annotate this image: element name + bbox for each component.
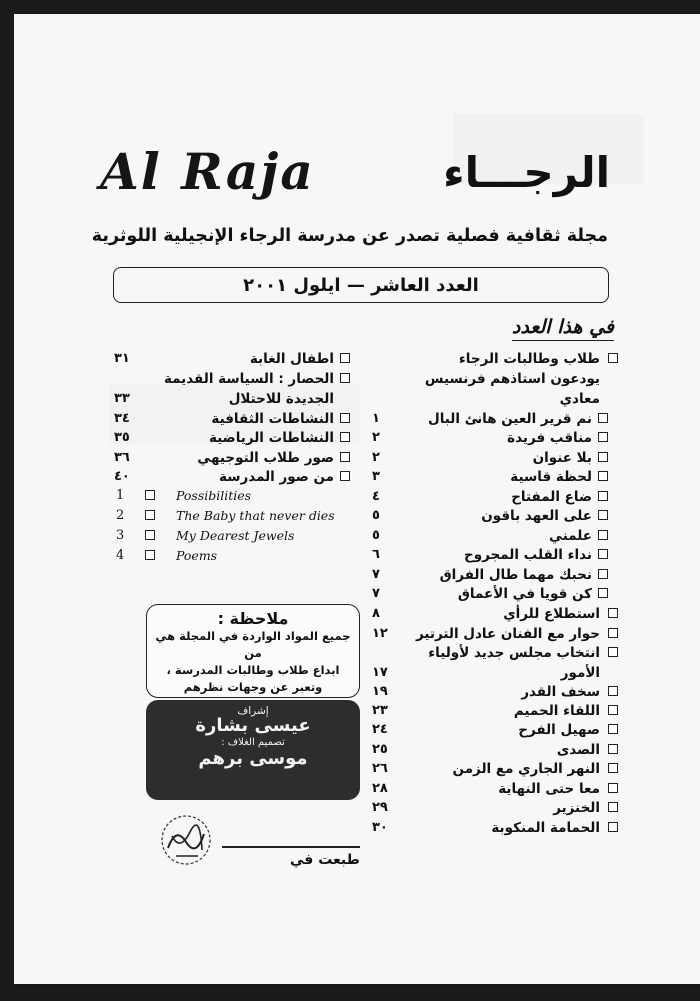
toc-entry-page: ٣٥: [114, 430, 130, 445]
toc-entry-title: بلا عنوان: [532, 450, 592, 466]
toc-entry-title: Possibilities: [176, 488, 252, 503]
toc-entry-title: استطلاع للرأي: [503, 606, 600, 622]
toc-entry: [0, 798, 700, 818]
checkbox-bullet-icon: [145, 530, 155, 540]
toc-entry: [0, 369, 700, 389]
printer-rule: [222, 846, 360, 848]
toc-entry-title: من صور المدرسة: [219, 469, 334, 485]
toc-entry-page: ٢٣: [372, 703, 388, 718]
toc-entry-page: ٦: [372, 547, 380, 562]
printer-seal-icon: [158, 812, 214, 868]
toc-entry-title: نداء القلب المجروح: [463, 547, 592, 563]
toc-entry-title: معادي: [559, 391, 600, 407]
toc-entry-page: ٥: [372, 528, 380, 543]
checkbox-bullet-icon: [608, 802, 618, 812]
toc-entry-title: يودعون استاذهم فرنسيس: [424, 371, 600, 387]
toc-entry-title: على العهد باقون: [481, 508, 592, 524]
toc-entry: [0, 409, 700, 429]
checkbox-bullet-icon: [145, 490, 155, 500]
printed-at-label: طبعت في: [290, 852, 360, 868]
checkbox-bullet-icon: [598, 588, 608, 598]
toc-entry-page: ١٩: [372, 684, 388, 699]
toc-entry: [0, 428, 700, 448]
toc-entry-title: صهيل الفرح: [518, 722, 600, 738]
toc-entry-title: انتخاب مجلس جديد لأولياء: [428, 645, 600, 661]
toc-entry-title: كن قويا في الأعماق: [457, 586, 592, 602]
toc-entry: [0, 506, 700, 526]
toc-entry: [0, 818, 700, 838]
cover-design-label: تصميم الغلاف :: [221, 737, 285, 748]
toc-entry: [0, 565, 700, 585]
toc-entry: [0, 448, 700, 468]
supervision-label: إشراف: [237, 705, 269, 717]
toc-entry-page: ٢٦: [372, 761, 388, 776]
toc-entry-page: ٢٩: [372, 800, 388, 815]
toc-entry: [0, 526, 700, 546]
toc-entry-page: ٣٦: [114, 450, 130, 465]
note-line: ابداع طلاب وطالبات المدرسة ،: [166, 663, 340, 677]
toc-entry-page: 2: [116, 508, 125, 523]
toc-entry-page: ٢: [372, 430, 380, 445]
toc-entry-title: الصدى: [556, 742, 600, 758]
toc-entry-title: الحصار : السياسة القديمة: [163, 371, 334, 387]
toc-entry-page: ٧: [372, 586, 380, 601]
checkbox-bullet-icon: [340, 471, 350, 481]
toc-entry-title: The Baby that never dies: [176, 508, 335, 523]
toc-entry: [0, 486, 700, 506]
toc-entry-title: الأمور: [560, 665, 600, 681]
checkbox-bullet-icon: [608, 686, 618, 696]
checkbox-bullet-icon: [608, 628, 618, 638]
toc-entry-title: النشاطات الرياضية: [208, 430, 334, 446]
toc-entry-title: النشاطات الثقافية: [211, 411, 334, 427]
checkbox-bullet-icon: [608, 744, 618, 754]
toc-entry: [0, 349, 700, 369]
issue-banner: [113, 267, 609, 303]
toc-entry-title: ضاع المفتاح: [511, 489, 592, 505]
toc-entry-title: صور طلاب التوجيهي: [197, 450, 334, 466]
toc-entry-title: مناقب فريدة: [507, 430, 592, 446]
toc-entry-page: ٤: [372, 489, 380, 504]
toc-entry-page: ٣٤: [114, 411, 130, 426]
magazine-subtitle: مجلة ثقافية فصلية تصدر عن مدرسة الرجاء الإنجيلية اللوثرية: [91, 226, 608, 246]
toc-entry-page: ٢٨: [372, 781, 388, 796]
checkbox-bullet-icon: [608, 822, 618, 832]
toc-entry-title: Poems: [176, 548, 218, 563]
checkbox-bullet-icon: [598, 569, 608, 579]
toc-entry-page: 4: [116, 548, 125, 563]
toc-entry-title: النهر الجاري مع الزمن: [452, 761, 600, 777]
note-heading: ملاحظة :: [217, 609, 289, 628]
toc-heading: في هذا العدد: [512, 316, 614, 341]
checkbox-bullet-icon: [145, 510, 155, 520]
toc-entry-page: ٣: [372, 469, 380, 484]
checkbox-bullet-icon: [608, 608, 618, 618]
toc-entry-title: علمني: [549, 528, 592, 544]
toc-entry-page: ٧: [372, 567, 380, 582]
latin-magazine-title: Al Raja: [100, 142, 315, 201]
toc-entry-page: ٢٤: [372, 722, 388, 737]
checkbox-bullet-icon: [340, 413, 350, 423]
toc-entry-title: اطفال الغابة: [249, 351, 334, 367]
toc-entry: [0, 389, 700, 409]
checkbox-bullet-icon: [340, 373, 350, 383]
issue-label: العدد العاشر — ايلول ٢٠٠١: [243, 274, 479, 296]
checkbox-bullet-icon: [340, 452, 350, 462]
checkbox-bullet-icon: [608, 724, 618, 734]
designer-name: موسى برهم: [198, 748, 308, 769]
toc-entry-page: ١: [372, 411, 380, 426]
toc-entry-page: ٥: [372, 508, 380, 523]
toc-entry-page: ٣٣: [114, 391, 130, 406]
arabic-magazine-title: الرجـــاء: [443, 148, 610, 197]
toc-entry-title: نحبك مهما طال الفراق: [439, 567, 592, 583]
toc-entry-title: الخنزير: [553, 800, 600, 816]
toc-entry-title: حوار مع الفنان عادل الترتير: [415, 626, 600, 642]
toc-entry-page: ٨: [372, 606, 380, 621]
toc-entry-page: ٢٥: [372, 742, 388, 757]
checkbox-bullet-icon: [608, 647, 618, 657]
toc-entry-page: ٢: [372, 450, 380, 465]
toc-entry: [0, 584, 700, 604]
toc-entry-title: طلاب وطالبات الرجاء: [458, 351, 600, 367]
checkbox-bullet-icon: [145, 550, 155, 560]
toc-entry: [0, 546, 700, 566]
toc-entry-page: 1: [116, 488, 125, 503]
supervisor-name: عيسى بشارة: [195, 715, 311, 736]
toc-entry-title: My Dearest Jewels: [176, 528, 295, 543]
note-line: وتعبر عن وجهات نظرهم: [183, 680, 323, 694]
toc-entry-page: ٣٠: [372, 820, 388, 835]
toc-entry-page: ٤٠: [114, 469, 130, 484]
checkbox-bullet-icon: [608, 783, 618, 793]
toc-entry-title: سخف القدر: [521, 684, 600, 700]
toc-entry-title: معا حتى النهاية: [498, 781, 600, 797]
checkbox-bullet-icon: [340, 432, 350, 442]
checkbox-bullet-icon: [340, 353, 350, 363]
toc-entry-page: ٣١: [114, 351, 130, 366]
toc-entry-title: اللقاء الحميم: [513, 703, 600, 719]
toc-entry-page: ١٢: [372, 626, 388, 641]
note-line: جميع المواد الواردة في المجلة هي من: [155, 629, 351, 660]
toc-entry-page: ١٧: [372, 665, 388, 680]
toc-entry-title: نم قرير العين هانئ البال: [428, 411, 592, 427]
checkbox-bullet-icon: [608, 763, 618, 773]
toc-entry: [0, 467, 700, 487]
note-box: [146, 604, 360, 698]
toc-entry-title: الجديدة للاحتلال: [228, 391, 334, 407]
checkbox-bullet-icon: [608, 705, 618, 715]
toc-entry-page: 3: [116, 528, 125, 543]
credits-box: [146, 700, 360, 800]
toc-entry-title: الحمامة المنكوبة: [491, 820, 600, 836]
toc-entry-title: لحظة قاسية: [510, 469, 592, 485]
